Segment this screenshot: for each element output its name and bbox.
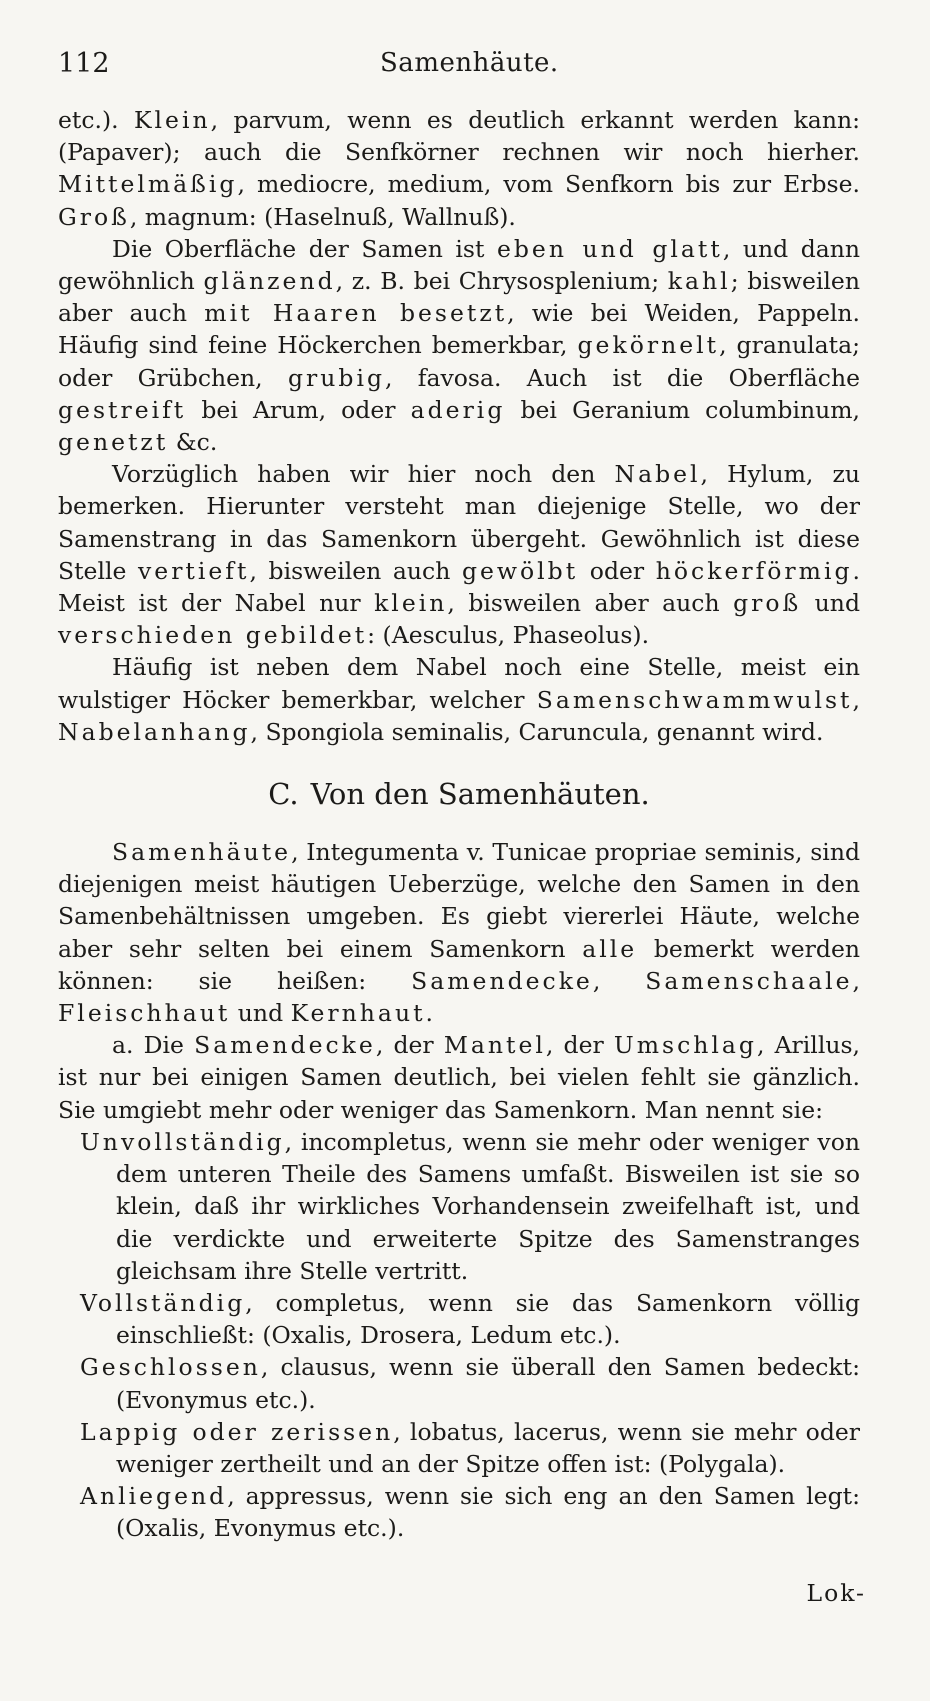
paragraph-arillus: a. Die Samendecke, der Mantel, der Umschlag, Arillus, ist nur bei einigen Samen deutlich, bei vielen fehlt sie gänzlich. Sie umgiebt mehr oder weniger das Samenkorn. Man nennt sie: — [58, 1031, 860, 1124]
term-alle: alle — [582, 934, 638, 963]
definition-entry — [80, 1351, 860, 1415]
term-haaren-besetzt: mit Haaren besetzt — [204, 299, 508, 328]
entry-term: Anliegend — [80, 1482, 228, 1511]
paragraph-surface: Die Oberfläche der Samen ist eben und glatt, und dann gewöhnlich glänzend, z. B. bei Chrysosplenium; kahl; bisweilen aber auch mit Haaren besetzt, wie bei Weiden, Pappeln. Häufig sind feine Höckerchen bemerkbar, gekörnelt, granulata; oder Grübchen, grubig, favosa. Auch ist die Oberfläche gestreift bei Arum, oder aderig bei Geranium columbinum, genetzt &c. — [58, 234, 861, 457]
term-hoeckerfoermig: höckerförmig — [655, 556, 853, 585]
term-mantel: Mantel — [443, 1031, 546, 1060]
definition-entry — [80, 1416, 860, 1480]
running-head: Samenhäute. — [380, 48, 559, 78]
definition-entry — [80, 1480, 860, 1544]
entry-text: , completus, wenn sie das Samenkorn völlig einschließt: (Oxalis, Drosera, Ledum etc.). — [116, 1288, 860, 1350]
paragraph-integuments: Samenhäute, Integumenta v. Tunicae propriae seminis, sind diejenigen meist häutigen Ueberzüge, welche den Samen in den Samenbehältnissen umgeben. Es giebt viererlei Häute, welche aber sehr selten bei einem Samenkorn alle bemerkt werden können: sie heißen: Samendecke, Samenschaale, Fleischhaut und Kernhaut. — [58, 838, 860, 1028]
term-aderig: aderig — [410, 395, 506, 424]
term-gekoernelt: gekörnelt — [577, 331, 720, 360]
term-klein: Klein — [133, 106, 211, 134]
page-header — [58, 48, 860, 88]
term-samenschwammwulst: Samenschwammwulst — [536, 685, 853, 714]
term-samenhaeute: Samenhäute — [112, 838, 292, 867]
item-label: a. — [112, 1031, 134, 1060]
term-gestreift: gestreift — [58, 395, 187, 424]
term-verschieden: verschieden gebildet — [58, 621, 368, 650]
definition-entry — [80, 1126, 860, 1287]
entry-term: Unvollständig — [80, 1127, 285, 1156]
term-kernhaut: Kernhaut — [290, 999, 426, 1028]
term-eben-glatt: eben und glatt — [496, 234, 723, 263]
term-genetzt: genetzt — [58, 428, 169, 457]
paragraph-caruncula: Häufig ist neben dem Nabel noch eine Stelle, meist ein wulstiger Höcker bemerkbar, welcher Samenschwammwulst, Nabelanhang, Spongiola seminalis, Caruncula, genannt wird. — [58, 653, 860, 746]
definition-entry — [80, 1287, 860, 1351]
paragraph-hilum: Vorzüglich haben wir hier noch den Nabel, Hylum, zu bemerken. Hierunter versteht man diejenige Stelle, wo der Samenstrang in das Samenkorn übergeht. Gewöhnlich ist diese Stelle vertieft, bisweilen auch gewölbt oder höckerförmig. Meist ist der Nabel nur klein, bisweilen aber auch groß und verschieden gebildet: (Aesculus, Phaseolus). — [58, 460, 860, 650]
section-label: C. — [268, 777, 299, 812]
term-kahl: kahl — [667, 267, 731, 296]
entry-text: , appressus, wenn sie sich eng an den Samen legt: (Oxalis, Evonymus etc.). — [116, 1482, 860, 1543]
term-vertieft: vertieft — [138, 556, 250, 585]
section-title: Von den Samenhäuten. — [310, 777, 650, 812]
entry-term: Geschlossen — [80, 1353, 261, 1382]
term-nabel: Nabel — [614, 460, 701, 489]
term-nabelanhang: Nabelanhang — [58, 717, 251, 746]
term-fleischhaut: Fleischhaut — [58, 999, 231, 1028]
term-mittelmaessig: Mittelmäßig — [58, 170, 238, 199]
term-nabel-gross: groß — [733, 589, 802, 618]
term-umschlag: Umschlag — [613, 1031, 757, 1060]
term-samendecke: Samendecke — [411, 966, 593, 995]
entry-term: Vollständig — [80, 1288, 246, 1317]
term-glaenzend: glänzend — [203, 267, 336, 296]
section-heading — [58, 774, 860, 814]
term-samendecke-a: Samendecke — [194, 1031, 376, 1060]
page-number: 112 — [58, 48, 110, 79]
entry-term: Lappig oder zerissen — [80, 1417, 394, 1446]
entry-text: , incompletus, wenn sie mehr oder weniger von dem unteren Theile des Samens umfaßt. Bisweilen ist sie so klein, daß ihr wirkliches Vorhandensein zweifelhaft ist, und die verdickte und erweiterte Spitze des Samenstranges gleichsam ihre Stelle vertritt. — [116, 1127, 860, 1285]
catchword: Lok- — [806, 1579, 866, 1607]
term-gewoelbt: gewölbt — [461, 556, 579, 585]
paragraph-seed-size: etc.). Klein, parvum, wenn es deutlich erkannt werden kann: (Papaver); auch die Senfkörner rechnen wir noch hierher. Mittelmäßig, mediocre, medium, vom Senfkorn bis zur Erbse. Groß, magnum: (Haselnuß, Wallnuß). — [58, 106, 861, 231]
body-text — [58, 104, 860, 1545]
term-nabel-klein: klein — [374, 589, 448, 618]
entry-text: , clausus, wenn sie überall den Samen bedeckt: (Evonymus etc.). — [116, 1353, 860, 1414]
entry-text: , lobatus, lacerus, wenn sie mehr oder weniger zertheilt und an der Spitze offen ist: (Polygala). — [116, 1417, 860, 1478]
term-gross: Groß — [58, 202, 130, 231]
term-samenschaale: Samenschaale — [645, 966, 853, 995]
term-grubig: grubig — [287, 363, 385, 392]
